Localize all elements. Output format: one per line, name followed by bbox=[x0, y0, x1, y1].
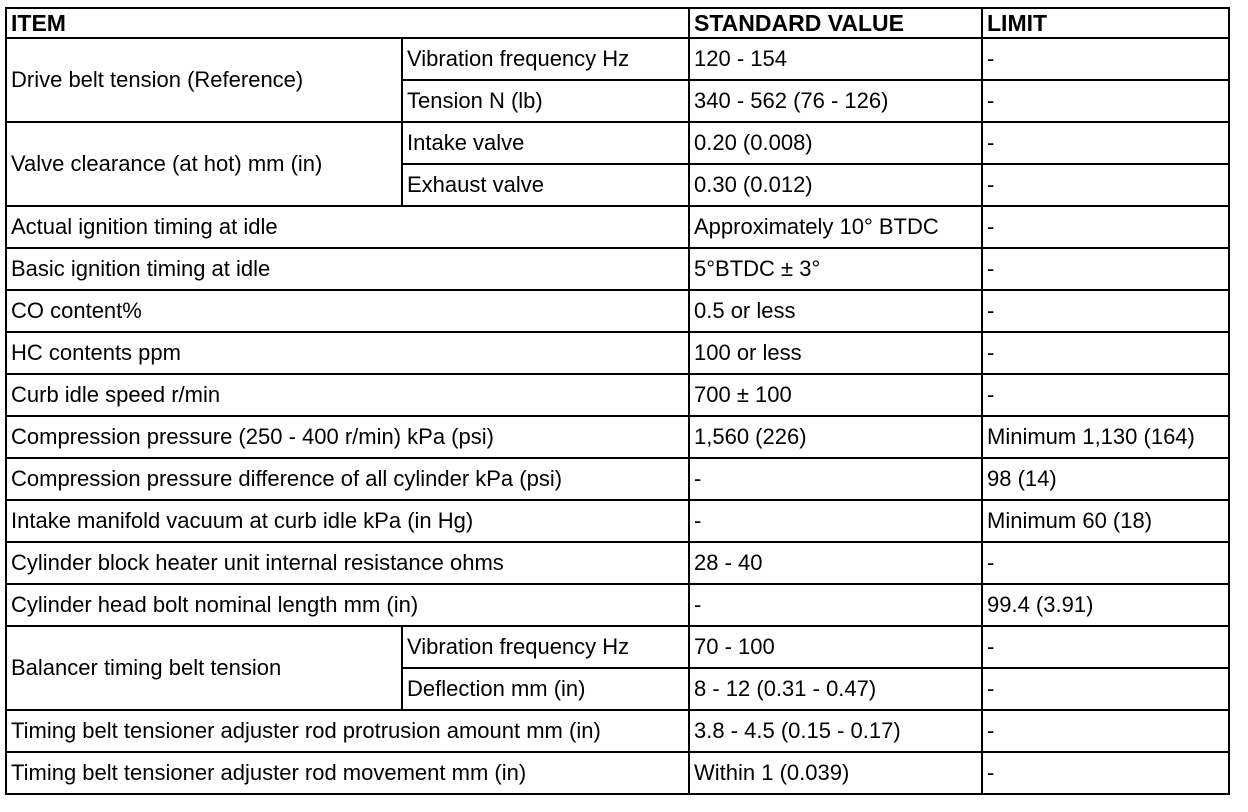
standard-value-cell: Within 1 (0.039) bbox=[689, 752, 982, 794]
sub-item-cell: Intake valve bbox=[402, 122, 689, 164]
limit-cell: - bbox=[982, 206, 1229, 248]
item-cell: Basic ignition timing at idle bbox=[6, 248, 689, 290]
table-row bbox=[6, 248, 1229, 290]
table-row bbox=[6, 710, 1229, 752]
item-cell: Actual ignition timing at idle bbox=[6, 206, 689, 248]
table-row bbox=[6, 374, 1229, 416]
table-row bbox=[6, 752, 1229, 794]
standard-value-cell: 340 - 562 (76 - 126) bbox=[689, 80, 982, 122]
sub-item-cell: Deflection mm (in) bbox=[402, 668, 689, 710]
item-cell: Balancer timing belt tension bbox=[6, 626, 402, 710]
item-cell: CO content% bbox=[6, 290, 689, 332]
limit-cell: - bbox=[982, 542, 1229, 584]
table-row bbox=[6, 206, 1229, 248]
table-row bbox=[6, 542, 1229, 584]
limit-cell: - bbox=[982, 668, 1229, 710]
standard-value-cell: 3.8 - 4.5 (0.15 - 0.17) bbox=[689, 710, 982, 752]
item-cell: Compression pressure difference of all cylinder kPa (psi) bbox=[6, 458, 689, 500]
item-cell: Drive belt tension (Reference) bbox=[6, 38, 402, 122]
table-row bbox=[6, 416, 1229, 458]
sub-item-cell: Exhaust valve bbox=[402, 164, 689, 206]
table-row bbox=[6, 458, 1229, 500]
standard-value-cell: 120 - 154 bbox=[689, 38, 982, 80]
table-row bbox=[6, 290, 1229, 332]
header-item: ITEM bbox=[6, 8, 689, 38]
limit-cell: Minimum 60 (18) bbox=[982, 500, 1229, 542]
item-cell: Valve clearance (at hot) mm (in) bbox=[6, 122, 402, 206]
item-cell: Intake manifold vacuum at curb idle kPa (in Hg) bbox=[6, 500, 689, 542]
item-cell: Cylinder head bolt nominal length mm (in) bbox=[6, 584, 689, 626]
standard-value-cell: 5°BTDC ± 3° bbox=[689, 248, 982, 290]
standard-value-cell: 100 or less bbox=[689, 332, 982, 374]
sub-item-cell: Vibration frequency Hz bbox=[402, 626, 689, 668]
sub-item-cell: Tension N (lb) bbox=[402, 80, 689, 122]
table-row bbox=[6, 500, 1229, 542]
limit-cell: - bbox=[982, 80, 1229, 122]
limit-cell: - bbox=[982, 374, 1229, 416]
item-cell: Curb idle speed r/min bbox=[6, 374, 689, 416]
limit-cell: - bbox=[982, 248, 1229, 290]
limit-cell: - bbox=[982, 626, 1229, 668]
item-cell: Timing belt tensioner adjuster rod protrusion amount mm (in) bbox=[6, 710, 689, 752]
limit-cell: - bbox=[982, 38, 1229, 80]
standard-value-cell: Approximately 10° BTDC bbox=[689, 206, 982, 248]
standard-value-cell: 0.5 or less bbox=[689, 290, 982, 332]
item-cell: HC contents ppm bbox=[6, 332, 689, 374]
standard-value-cell: 700 ± 100 bbox=[689, 374, 982, 416]
standard-value-cell: 0.30 (0.012) bbox=[689, 164, 982, 206]
header-standard-value: STANDARD VALUE bbox=[689, 8, 982, 38]
limit-cell: - bbox=[982, 122, 1229, 164]
limit-cell: - bbox=[982, 710, 1229, 752]
standard-value-cell: - bbox=[689, 584, 982, 626]
item-cell: Cylinder block heater unit internal resistance ohms bbox=[6, 542, 689, 584]
limit-cell: - bbox=[982, 164, 1229, 206]
standard-value-cell: 0.20 (0.008) bbox=[689, 122, 982, 164]
standard-value-cell: - bbox=[689, 500, 982, 542]
table-row bbox=[6, 122, 1229, 164]
sub-item-cell: Vibration frequency Hz bbox=[402, 38, 689, 80]
table-row bbox=[6, 584, 1229, 626]
limit-cell: - bbox=[982, 332, 1229, 374]
limit-cell: 98 (14) bbox=[982, 458, 1229, 500]
header-limit: LIMIT bbox=[982, 8, 1229, 38]
table-row bbox=[6, 332, 1229, 374]
standard-value-cell: 8 - 12 (0.31 - 0.47) bbox=[689, 668, 982, 710]
spec-table bbox=[5, 7, 1230, 795]
limit-cell: Minimum 1,130 (164) bbox=[982, 416, 1229, 458]
standard-value-cell: 70 - 100 bbox=[689, 626, 982, 668]
item-cell: Timing belt tensioner adjuster rod movement mm (in) bbox=[6, 752, 689, 794]
item-cell: Compression pressure (250 - 400 r/min) kPa (psi) bbox=[6, 416, 689, 458]
standard-value-cell: 28 - 40 bbox=[689, 542, 982, 584]
limit-cell: 99.4 (3.91) bbox=[982, 584, 1229, 626]
standard-value-cell: - bbox=[689, 458, 982, 500]
limit-cell: - bbox=[982, 752, 1229, 794]
table-row bbox=[6, 38, 1229, 80]
limit-cell: - bbox=[982, 290, 1229, 332]
standard-value-cell: 1,560 (226) bbox=[689, 416, 982, 458]
header-row bbox=[6, 8, 1229, 38]
table-row bbox=[6, 626, 1229, 668]
